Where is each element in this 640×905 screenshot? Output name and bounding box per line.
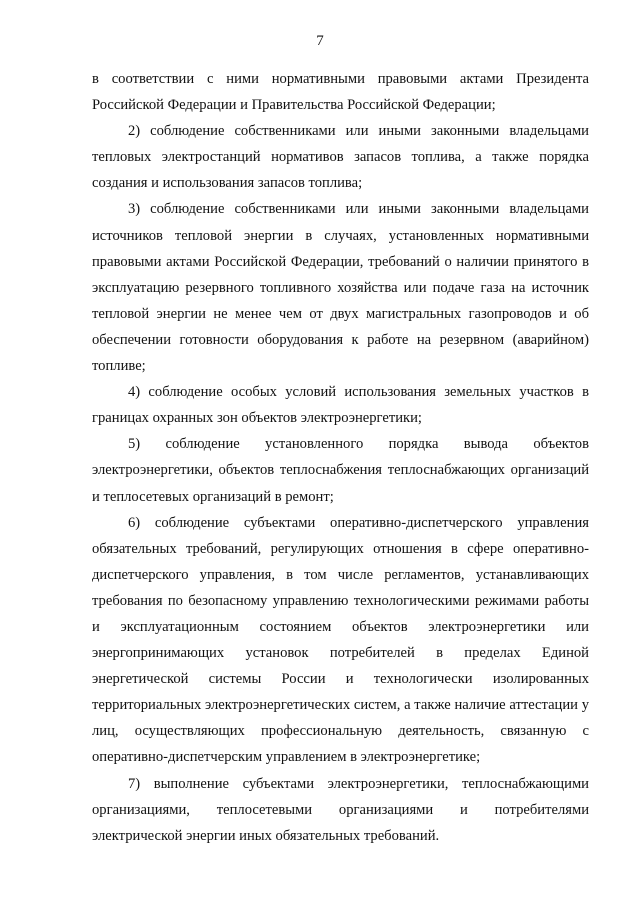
paragraph-item-4: 4) соблюдение особых условий использования земельных участков в границах охранных зон объектов электроэнергетики; [92, 384, 589, 427]
paragraph-item-6: 6) соблюдение субъектами оперативно-диспетчерского управления обязательных требований, регулирующих отношения в сфере оперативно-диспетчерского управления, в том числе регламентов, устанавливающих требования по безопасному управлению технологическими режимами работы и эксплуатационным состоянием объектов электроэнергетики или энергопринимающих установок потребителей в пределах Единой энергетической системы России и технологически изолированных территориальных электроэнергетических систем, а также наличие аттестации у лиц, осуществляющих профессиональную деятельность, связанную с оперативно-диспетчерским управлением в электроэнергетике; [92, 514, 589, 766]
document-body [92, 66, 589, 849]
paragraph-continuation: в соответствии с ними нормативными правовыми актами Президента Российской Федерации и Правительства Российской Федерации; [92, 71, 589, 114]
paragraph-item-7: 7) выполнение субъектами электроэнергетики, теплоснабжающими организациями, теплосетевыми организациями и потребителями электрической энергии иных обязательных требований. [92, 775, 589, 844]
paragraph-item-5: 5) соблюдение установленного порядка вывода объектов электроэнергетики, объектов теплоснабжения теплоснабжающих организаций и теплосетевых организаций в ремонт; [92, 436, 589, 505]
paragraph-item-2: 2) соблюдение собственниками или иными законными владельцами тепловых электростанций нормативов запасов топлива, а также порядка создания и использования запасов топлива; [92, 123, 589, 192]
paragraph-item-3: 3) соблюдение собственниками или иными законными владельцами источников тепловой энергии в случаях, установленных нормативными правовыми актами Российской Федерации, требований о наличии принятого в эксплуатацию резервного топливного хозяйства или подаче газа на источник тепловой энергии не менее чем от двух магистральных газопроводов и об обеспечении готовности оборудования к работе на резервном (аварийном) топливе; [92, 201, 589, 375]
page-number: 7 [316, 33, 324, 49]
